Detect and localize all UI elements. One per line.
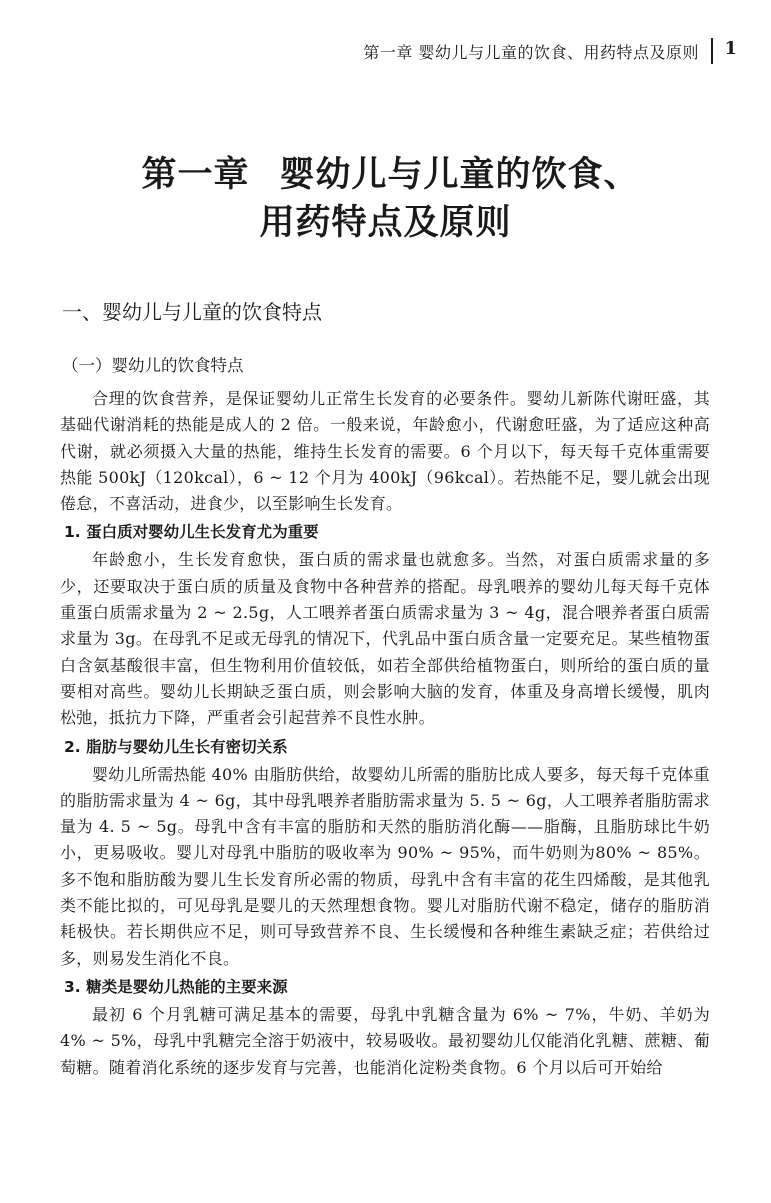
header-divider [711, 38, 713, 64]
chapter-title-line2: 用药特点及原则 [259, 202, 512, 243]
page-number: 1 [724, 38, 737, 59]
chapter-number: 第一章 [141, 154, 250, 195]
chapter-title-part1: 婴幼儿与儿童的饮食、 [279, 154, 640, 195]
point-paragraph-carbohydrate: 最初 6 个月乳糖可满足基本的需要，母乳中乳糖含量为 6% ~ 7%，牛奶、羊奶为 4% ~ 5%，母乳中乳糖完全溶于奶液中，较易吸收。最初婴幼儿仅能消化乳糖、蔗糖、葡萄糖。随着消化系统的逐步发育与完善，也能消化淀粉类食物。6 个月以后可开始给 [60, 1004, 710, 1077]
intro-paragraph: 合理的饮食营养，是保证婴幼儿正常生长发育的必要条件。婴幼儿新陈代谢旺盛，其基础代谢消耗的热能是成人的 2 倍。一般来说，年龄愈小，代谢愈旺盛，为了适应这种高代谢，就必须摄入大量的热能，维持生长发育的需要。6 个月以下，每天每千克体重需要热能 500kJ（120kcal），6 ~ 12 个月为 400kJ（96kcal）。若热能不足，婴儿就会出现倦怠，不喜活动，进食少，以至影响生长发育。 [60, 389, 710, 514]
main-content [60, 296, 710, 1081]
point-paragraph-fat: 婴幼儿所需热能 40% 由脂肪供给，故婴幼儿所需的脂肪比成人要多，每天每千克体重的脂肪需求量为 4 ~ 6g，其中母乳喂养者脂肪需求量为 5. 5 ~ 6g，人工喂养者脂肪需求量为 4. 5 ~ 5g。母乳中含有丰富的脂肪和天然的脂肪消化酶——脂酶，且脂肪球比牛奶小，更易吸收。婴儿对母乳中脂肪的吸收率为 90% ~ 95%，而牛奶则为80% ~ 85%。多不饱和脂肪酸为婴儿生长发育所必需的物质，母乳中含有丰富的花生四烯酸，是其他乳类不能比拟的，可见母乳是婴儿的天然理想食物。婴儿对脂肪代谢不稳定，储存的脂肪消耗极快。若长期供应不足，则可导致营养不良、生长缓慢和各种维生素缺乏症；若供给过多，则易发生消化不良。 [60, 764, 710, 968]
point-heading-carbohydrate: 3. 糖类是婴幼儿热能的主要来源 [64, 977, 288, 996]
point-heading-fat: 2. 脂肪与婴幼儿生长有密切关系 [64, 737, 288, 756]
subsection-heading: （一）婴幼儿的饮食特点 [62, 356, 244, 375]
chapter-title-line1 [0, 152, 771, 198]
running-title: 第一章 婴幼儿与儿童的饮食、用药特点及原则 [363, 43, 699, 62]
running-header [0, 38, 771, 68]
point-paragraph-protein: 年龄愈小，生长发育愈快，蛋白质的需求量也就愈多。当然，对蛋白质需求量的多少，还要取决于蛋白质的质量及食物中各种营养的搭配。母乳喂养的婴幼儿每天每千克体重蛋白质需求量为 2 ~ 2.5g，人工喂养者蛋白质需求量为 3 ~ 4g，混合喂养者蛋白质需求量为 3g。在母乳不足或无母乳的情况下，代乳品中蛋白质含量一定要充足。某些植物蛋白含氨基酸很丰富，但生物利用价值较低，如若全部供给植物蛋白，则所给的蛋白质的量要相对高些。婴幼儿长期缺乏蛋白质，则会影响大脑的发育，体重及身高增长缓慢，肌肉松弛，抵抗力下降，严重者会引起营养不良性水肿。 [60, 550, 710, 728]
section-heading: 一、婴幼儿与儿童的饮食特点 [62, 300, 322, 324]
point-heading-protein: 1. 蛋白质对婴幼儿生长发育尤为重要 [64, 523, 319, 542]
chapter-title [0, 152, 771, 246]
